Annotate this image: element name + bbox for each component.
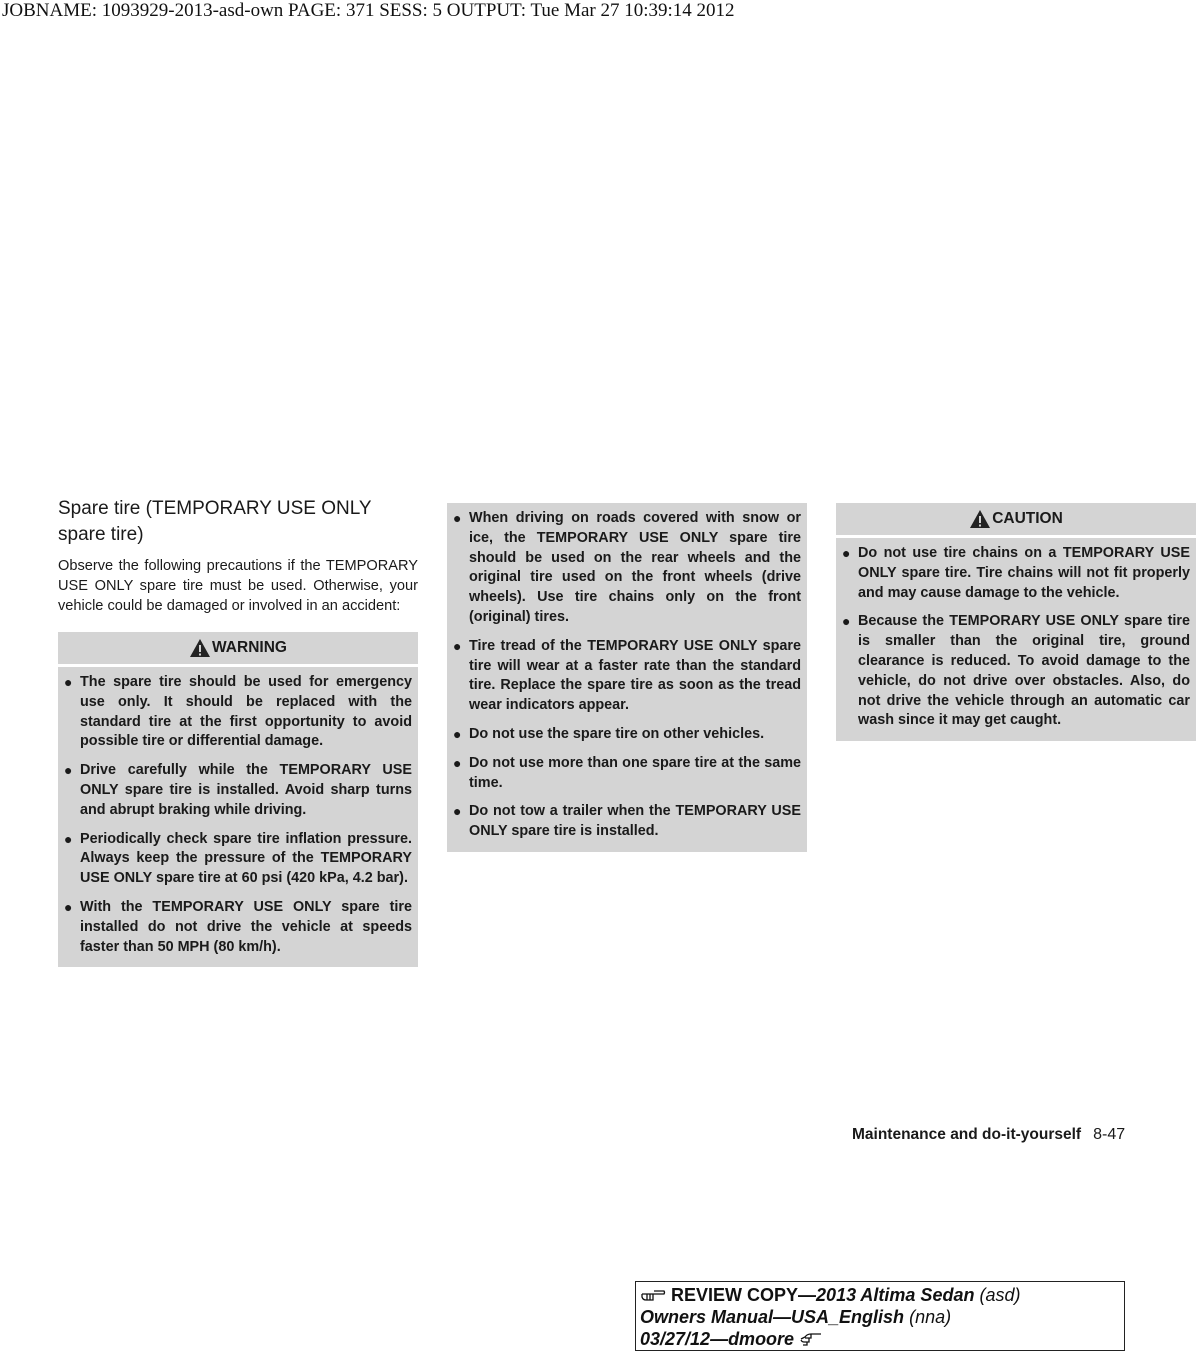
pointing-hand-icon <box>640 1286 666 1302</box>
caution-label: CAUTION <box>992 510 1063 527</box>
warning-box-part-1 <box>58 632 418 967</box>
list-item: ● Do not use tire chains on a TEMPORARY USE ONLY spare tire. Tire chains will not fit properly and may cause damage to the vehicle. <box>842 545 1190 601</box>
list-item: ● Drive carefully while the TEMPORARY USE ONLY spare tire is installed. Avoid sharp turns and abrupt braking while driving. <box>64 762 412 818</box>
list-item: ● Periodically check spare tire inflation pressure. Always keep the pressure of the TEMPORARY USE ONLY spare tire at 60 psi (420 kPa, 4.2 bar). <box>64 830 412 887</box>
review-line-2: Owners Manual—USA_English (nna) <box>640 1307 952 1327</box>
page-number: 8-47 <box>1093 1126 1126 1143</box>
list-item: ● Because the TEMPORARY USE ONLY spare tire is smaller than the original tire, ground clearance is reduced. To avoid damage to the vehicle, do not drive over obstacles. Also, do not drive the vehicle through an automatic car wash since it may get caught. <box>842 613 1190 729</box>
footer-section-name: Maintenance and do-it-yourself <box>852 1126 1082 1143</box>
warning-label: WARNING <box>212 639 287 656</box>
caution-box <box>836 503 1196 741</box>
writing-hand-icon <box>799 1331 823 1347</box>
column-2 <box>447 503 807 852</box>
list-item: ● When driving on roads covered with snow or ice, the TEMPORARY USE ONLY spare tire should be used on the rear wheels and the original tire used on the front wheels (drive wheels). Use tire chains only on the front (original) tires. <box>453 510 801 625</box>
warning-triangle-icon <box>969 509 991 529</box>
job-header: JOBNAME: 1093929-2013-asd-own PAGE: 371 SESS: 5 OUTPUT: Tue Mar 27 10:39:14 2012 <box>2 0 735 21</box>
section-intro: Observe the following precautions if the TEMPORARY USE ONLY spare tire must be used. Otherwise, your vehicle could be damaged or involved in an accident: <box>58 558 418 614</box>
column-3 <box>836 503 1196 741</box>
review-copy-box <box>635 1281 1125 1351</box>
list-item: ● With the TEMPORARY USE ONLY spare tire installed do not drive the vehicle at speeds faster than 50 MPH (80 km/h). <box>64 898 412 955</box>
review-line-3: 03/27/12—dmoore <box>640 1328 1124 1350</box>
page-footer <box>852 1126 1125 1144</box>
warning-triangle-icon <box>189 638 211 658</box>
caution-header <box>836 503 1196 538</box>
warning-header <box>58 632 418 667</box>
list-item: ● Do not use the spare tire on other vehicles. <box>453 725 765 742</box>
list-item: ● The spare tire should be used for emergency use only. It should be replaced with the standard tire at the first opportunity to avoid possible tire or differential damage. <box>64 674 412 750</box>
review-line-1: REVIEW COPY—2013 Altima Sedan (asd) <box>640 1284 1124 1306</box>
column-1 <box>58 496 418 967</box>
section-title: Spare tire (TEMPORARY USE ONLY spare tire) <box>58 498 372 545</box>
list-item: ● Tire tread of the TEMPORARY USE ONLY spare tire will wear at a faster rate than the standard tire. Replace the spare tire as soon as the tread wear indicators appear. <box>453 637 801 714</box>
list-item: ● Do not tow a trailer when the TEMPORARY USE ONLY spare tire is installed. <box>453 803 801 840</box>
list-item: ● Do not use more than one spare tire at the same time. <box>453 754 801 791</box>
warning-box-part-2 <box>447 503 807 852</box>
